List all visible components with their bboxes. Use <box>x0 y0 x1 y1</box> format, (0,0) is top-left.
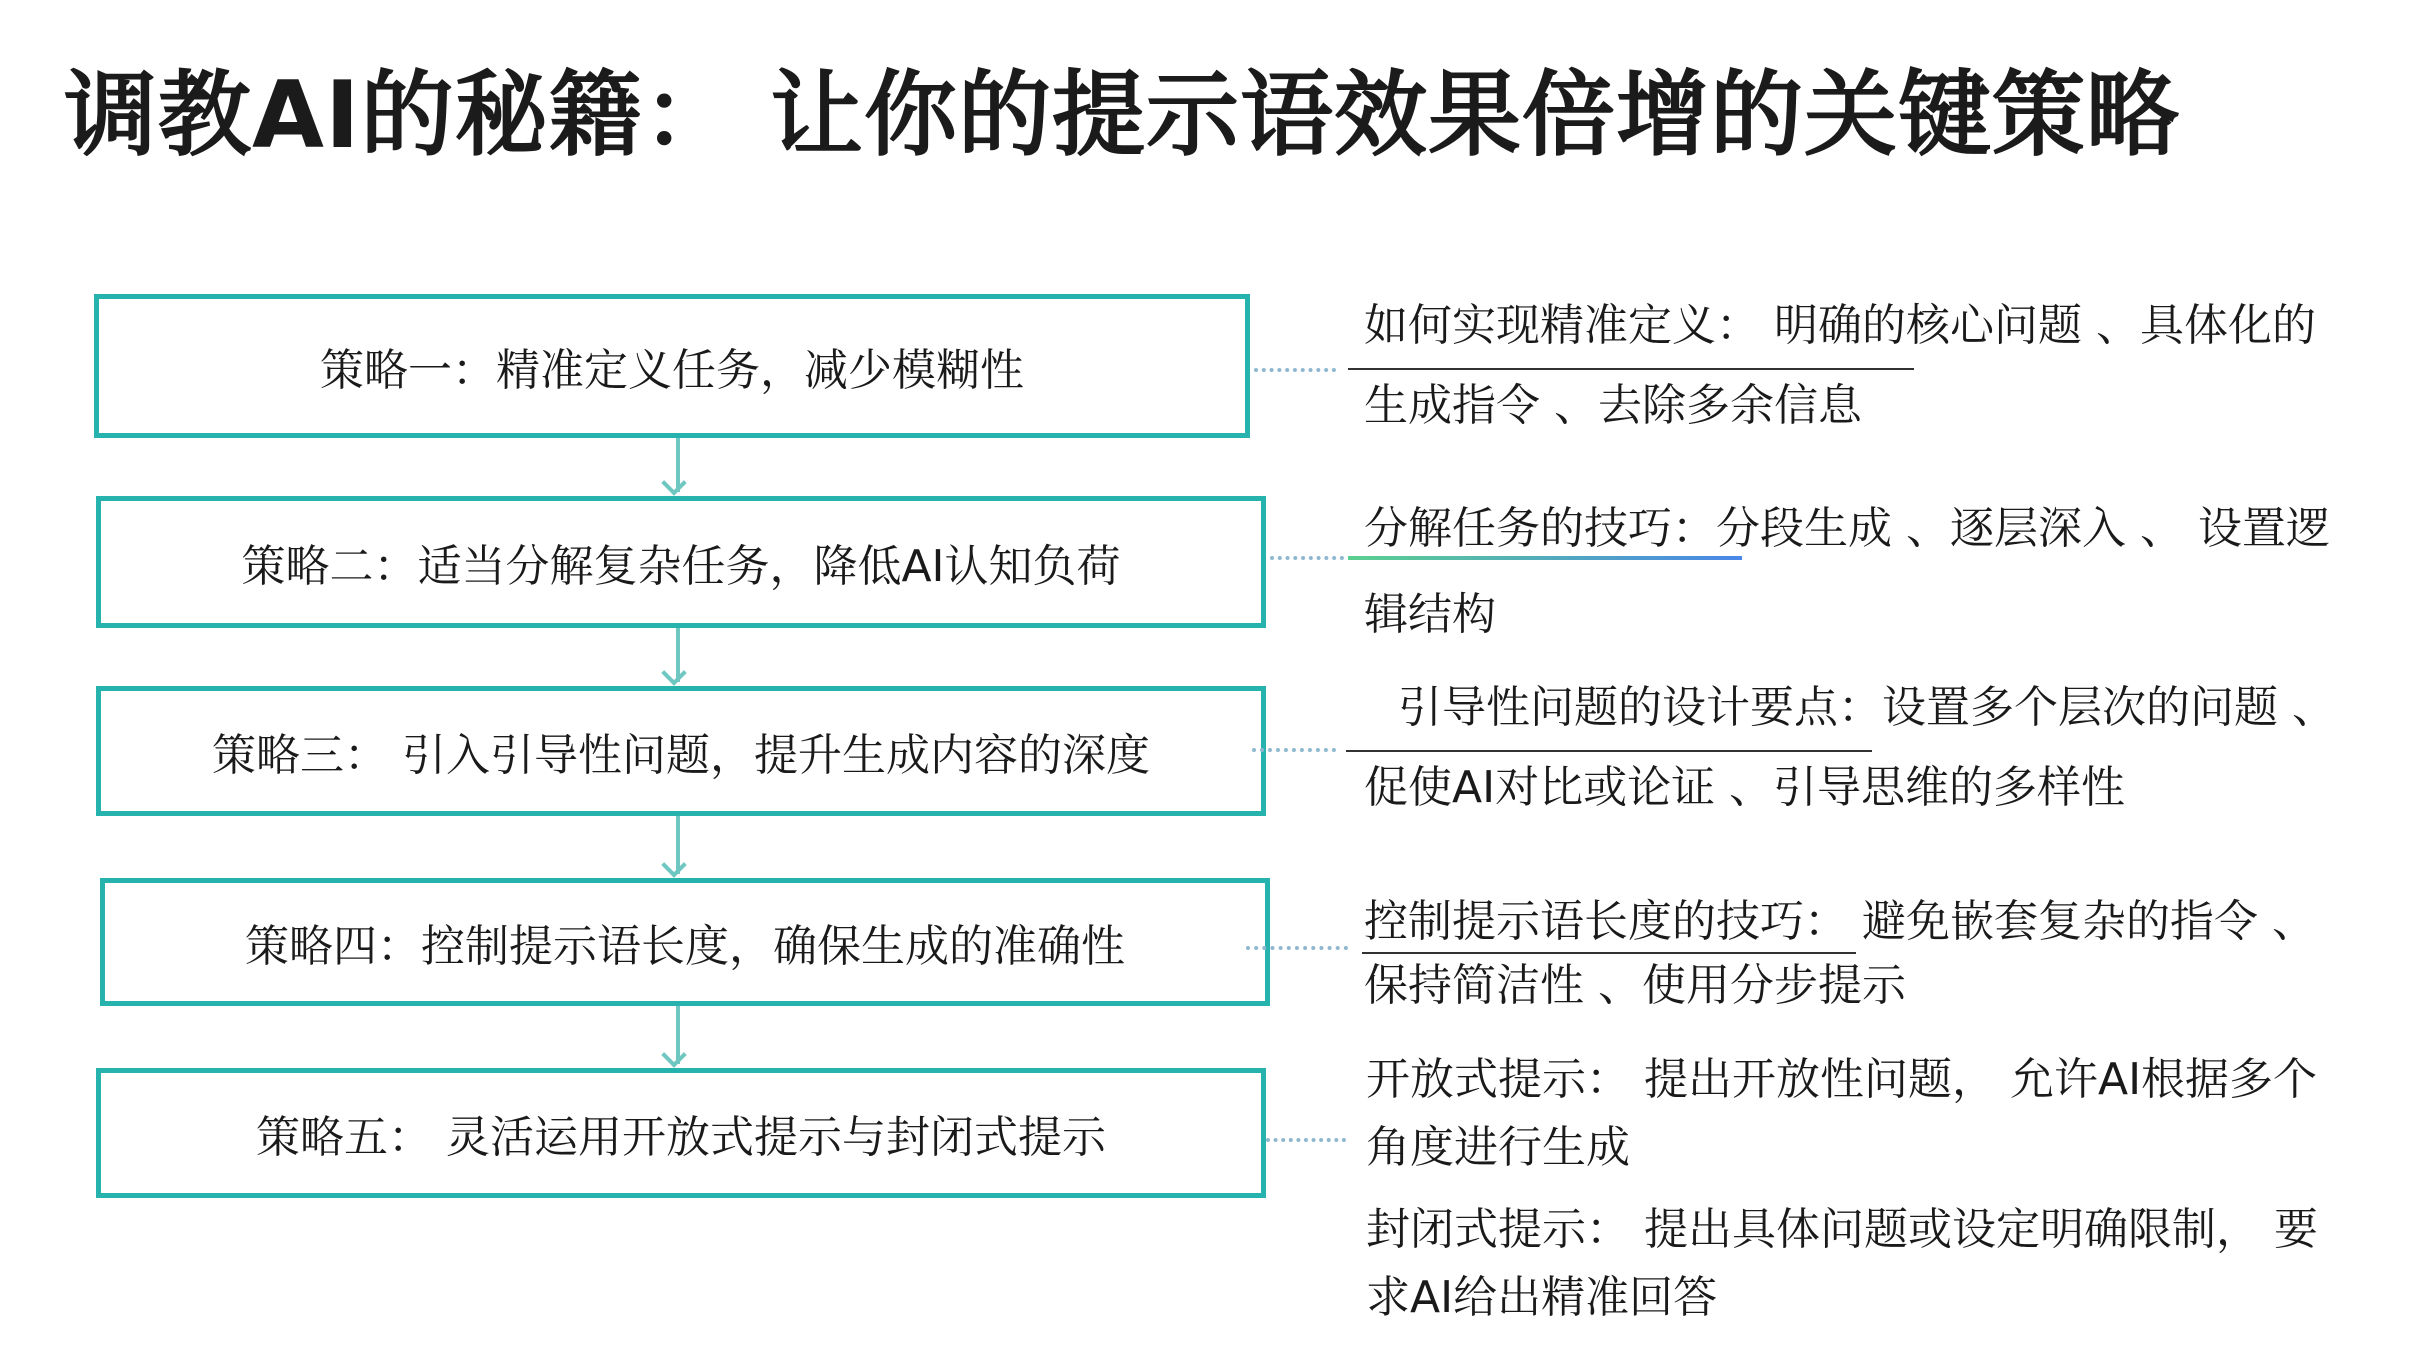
strategy-box-4: 策略四：控制提示语长度，确保生成的准确性 <box>100 878 1270 1006</box>
note-5-line-2: 角度进行生成 <box>1366 1122 1630 1173</box>
strategy-box-2: 策略二：适当分解复杂任务，降低AI认知负荷 <box>96 496 1266 628</box>
strategy-box-5: 策略五： 灵活运用开放式提示与封闭式提示 <box>96 1068 1266 1198</box>
note-3-line-1: 引导性问题的设计要点：设置多个层次的问题 、 <box>1398 682 2336 733</box>
connector-4 <box>1246 946 1348 950</box>
strategy-box-1: 策略一：精准定义任务，减少模糊性 <box>94 294 1250 438</box>
note-4-line-1: 控制提示语长度的技巧： 避免嵌套复杂的指令 、 <box>1364 896 2316 947</box>
note-2-line-1: 分解任务的技巧：分段生成 、逐层深入 、 设置逻 <box>1364 503 2330 554</box>
note-3-line-2: 促使AI对比或论证 、引导思维的多样性 <box>1364 762 2126 813</box>
note-5-line-1: 开放式提示： 提出开放性问题， 允许AI根据多个 <box>1366 1054 2318 1105</box>
connector-5 <box>1266 1138 1346 1142</box>
note-6-line-1: 封闭式提示： 提出具体问题或设定明确限制， 要 <box>1366 1204 2318 1255</box>
note-3 <box>1364 668 2336 828</box>
note-1-line-2: 生成指令 、去除多余信息 <box>1364 380 1862 431</box>
arrow-down-icon <box>663 438 693 496</box>
arrow-down-icon <box>663 628 693 686</box>
connector-3 <box>1252 748 1336 752</box>
strategy-box-3: 策略三： 引入引导性问题，提升生成内容的深度 <box>96 686 1266 816</box>
connector-1 <box>1254 368 1336 372</box>
arrow-down-icon <box>663 1006 693 1068</box>
note-1-underline <box>1348 368 1914 370</box>
note-2-line-2: 辑结构 <box>1364 589 1496 640</box>
note-4 <box>1364 890 2316 1018</box>
arrow-down-icon <box>663 816 693 878</box>
note-6-line-2: 求AI给出精准回答 <box>1366 1272 1718 1323</box>
note-2 <box>1364 486 2330 658</box>
note-3-underline <box>1346 750 1872 752</box>
note-2-underline <box>1348 556 1742 560</box>
note-4-underline <box>1362 952 1856 954</box>
note-1-line-1: 如何实现精准定义： 明确的核心问题 、具体化的 <box>1364 300 2316 351</box>
note-6 <box>1366 1196 2318 1332</box>
note-4-line-2: 保持简洁性 、使用分步提示 <box>1364 960 1906 1011</box>
note-5 <box>1366 1046 2317 1182</box>
page-title: 调教AI的秘籍： 让你的提示语效果倍增的关键策略 <box>64 61 2180 169</box>
connector-2 <box>1270 556 1344 560</box>
note-1 <box>1364 286 2316 446</box>
